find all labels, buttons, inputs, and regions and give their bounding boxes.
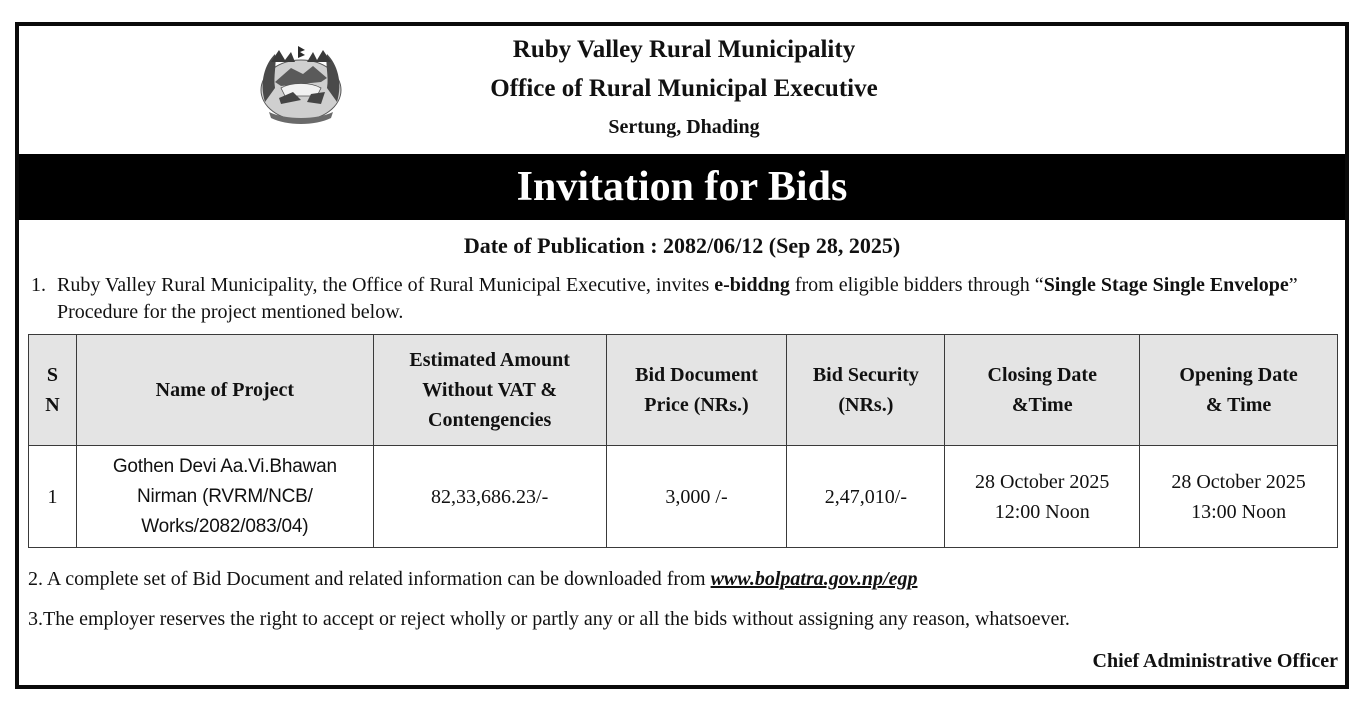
clause-2-text: 2. A complete set of Bid Document and related information can be downloaded from: [28, 568, 711, 590]
clause-1-ebidding: e-biddng: [714, 274, 790, 296]
clause-1-part1: Ruby Valley Rural Municipality, the Office of Rural Municipal Executive, invites: [57, 274, 715, 296]
clause-1-number: 1.: [31, 274, 46, 296]
org-name: Ruby Valley Rural Municipality: [512, 36, 856, 63]
cell-closing-date: 28 October 2025 12:00 Noon: [945, 446, 1140, 548]
notice-frame: [15, 22, 1349, 689]
clause-3: 3.The employer reserves the right to accept or reject wholly or partly any or all the bids without assigning any reason, whatsoever.: [28, 608, 1070, 630]
cell-bid-document-price: 3,000 /-: [606, 446, 787, 548]
header-bid-security: Bid Security (NRs.): [787, 335, 945, 446]
cell-estimated-amount: 82,33,686.23/-: [373, 446, 606, 548]
header-project-name: Name of Project: [76, 335, 373, 446]
clause-1-text: [57, 272, 1343, 326]
table-row: [29, 446, 1338, 548]
clause-1-part3: ” Procedure for the project mentioned below.: [57, 274, 1298, 323]
header-bid-document-price: Bid Document Price (NRs.): [606, 335, 787, 446]
clause-2: [28, 568, 917, 591]
header-closing-date: Closing Date &Time: [945, 335, 1140, 446]
notice-header: [19, 26, 1345, 154]
nepal-emblem-icon: [251, 42, 351, 128]
clause-1-procedure: Single Stage Single Envelope: [1043, 274, 1289, 296]
header-estimated-amount: Estimated Amount Without VAT & Contengencies: [373, 335, 606, 446]
clause-1-part2: from eligible bidders through “: [789, 274, 1044, 296]
table-header-row: [29, 335, 1338, 446]
bids-table: [28, 334, 1338, 548]
notice-title: Invitation for Bids: [19, 154, 1345, 220]
office-name: Office of Rural Municipal Executive: [490, 75, 878, 102]
clause-1: [31, 272, 1343, 326]
cell-bid-security: 2,47,010/-: [787, 446, 945, 548]
cell-opening-date: 28 October 2025 13:00 Noon: [1140, 446, 1338, 548]
header-sn: S N: [29, 335, 77, 446]
header-opening-date: Opening Date & Time: [1140, 335, 1338, 446]
signatory: Chief Administrative Officer: [1092, 650, 1338, 672]
publication-date: Date of Publication : 2082/06/12 (Sep 28, 2025): [463, 233, 901, 258]
location: Sertung, Dhading: [608, 116, 760, 138]
bolpatra-link[interactable]: www.bolpatra.gov.np/egp: [710, 568, 918, 590]
cell-sn: 1: [29, 446, 77, 548]
cell-project-name: Gothen Devi Aa.Vi.Bhawan Nirman (RVRM/NCB/ Works/2082/083/04): [76, 446, 373, 548]
